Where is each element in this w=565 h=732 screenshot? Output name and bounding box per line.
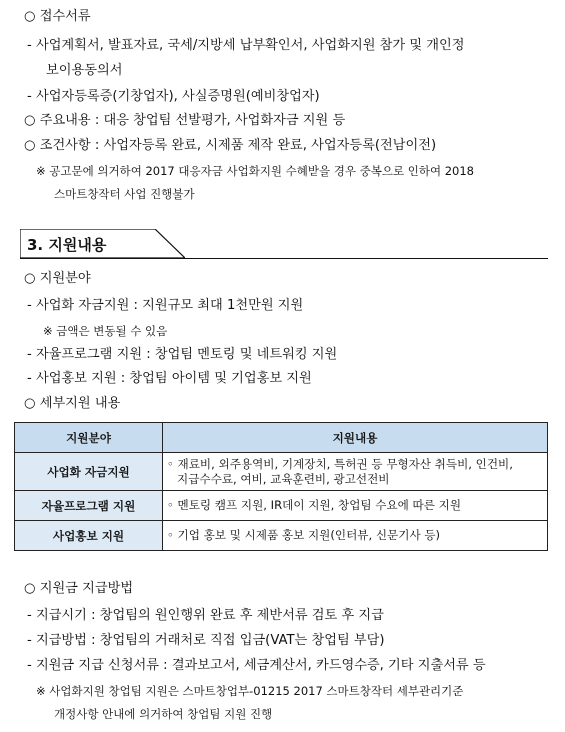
- docs-item-1-cont: 보이용동의서: [46, 63, 123, 78]
- detail-heading: ○ 세부지원 내용: [24, 396, 121, 411]
- section-title: 3. 지원내용: [27, 236, 107, 254]
- docs-heading: ○ 접수서류: [24, 9, 91, 24]
- table-row: [15, 453, 548, 491]
- area-heading: ○ 지원분야: [24, 271, 91, 286]
- table-row-line: 지급수수료, 여비, 교육훈련비, 광고선전비: [177, 471, 390, 486]
- section-rule: [20, 258, 548, 259]
- support-table: [14, 422, 548, 551]
- table-row-content: [163, 491, 548, 521]
- table-header-row: [15, 423, 548, 453]
- docs-item-1: - 사업계획서, 발표자료, 국세/지방세 납부확인서, 사업화지원 참가 및 개인정: [27, 38, 465, 53]
- fund-note: ※ 금액은 변동될 수 있음: [43, 324, 168, 338]
- support-program: - 자율프로그램 지원 : 창업팀 멘토링 및 네트워킹 지원: [27, 347, 338, 362]
- table-row-line: ◦ 재료비, 외주용역비, 기계장치, 특허권 등 무형자산 취득비, 인건비,: [167, 456, 513, 471]
- payment-note: ※ 사업화지원 창업팀 지원은 스마트창업부-01215 2017 스마트창작터 세부관리기준: [36, 684, 464, 698]
- table-header-content: 지원내용: [163, 423, 548, 453]
- support-promo: - 사업홍보 지원 : 창업팀 아이템 및 기업홍보 지원: [27, 371, 312, 386]
- payment-timing: - 지급시기 : 창업팀의 원인행위 완료 후 제반서류 검토 후 지급: [27, 608, 384, 623]
- docs-item-2: - 사업자등록증(기창업자), 사실증명원(예비창업자): [27, 89, 320, 104]
- table-row: [15, 491, 548, 521]
- payment-docs: - 지원금 지급 신청서류 : 결과보고서, 세금계산서, 카드영수증, 기타 지출서류 등: [27, 658, 486, 673]
- note-duplicate-cont: 스마트창작터 사업 진행불가: [54, 187, 195, 201]
- payment-method: - 지급방법 : 창업팀의 거래처로 직접 입금(VAT는 창업팀 부담): [27, 633, 385, 648]
- table-row-category: 사업화 자금지원: [15, 453, 163, 491]
- table-row-content: [163, 521, 548, 551]
- note-duplicate: ※ 공고문에 의거하여 2017 대응자금 사업화지원 수혜받을 경우 중복으로 인하여 2018: [36, 164, 474, 178]
- table-row-category: 자율프로그램 지원: [15, 491, 163, 521]
- section-header: [20, 229, 185, 259]
- table-row-line: ◦ 멘토링 캠프 지원, IR데이 지원, 창업팀 수요에 따른 지원: [167, 498, 462, 512]
- table-header-area: 지원분야: [15, 423, 163, 453]
- table-row: [15, 521, 548, 551]
- payment-heading: ○ 지원금 지급방법: [24, 581, 134, 596]
- payment-note-cont: 개정사항 안내에 의거하여 창업팀 지원 진행: [54, 707, 273, 721]
- main-content: ○ 주요내용 : 대응 창업팀 선발평가, 사업화자금 지원 등: [24, 113, 346, 128]
- table-row-content: [163, 453, 548, 491]
- support-fund: - 사업화 자금지원 : 지원규모 최대 1천만원 지원: [27, 298, 304, 313]
- table-row-line: ◦ 기업 홍보 및 시제품 홍보 지원(인터뷰, 신문기사 등): [167, 528, 441, 542]
- conditions: ○ 조건사항 : 사업자등록 완료, 시제품 제작 완료, 사업자등록(전남이전): [24, 138, 437, 153]
- table-row-category: 사업홍보 지원: [15, 521, 163, 551]
